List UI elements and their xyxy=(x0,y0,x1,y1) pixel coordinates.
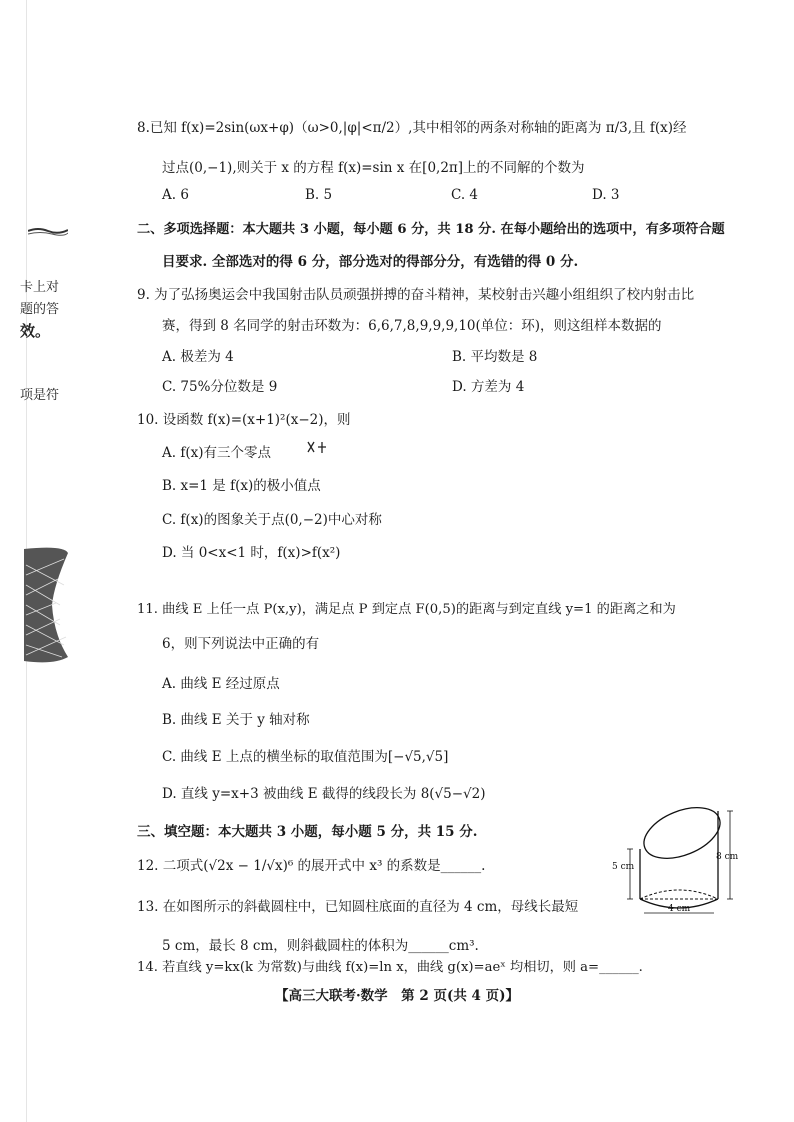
q10-stem: 10. 设函数 f(x)=(x+1)²(x−2)，则 xyxy=(137,412,351,428)
q12-text: 12. 二项式(√2x − 1/√x)⁶ 的展开式中 x³ 的系数是______. xyxy=(137,858,486,874)
q13-line2: 5 cm，最长 8 cm，则斜截圆柱的体积为______cm³. xyxy=(162,938,479,954)
q14-text: 14. 若直线 y=kx(k 为常数)与曲线 f(x)=ln x，曲线 g(x)=aeˣ 均相切，则 a=______. xyxy=(137,960,643,975)
section2-heading-line2: 目要求. 全部选对的得 6 分，部分选对的得部分分，有选错的得 0 分. xyxy=(162,254,579,270)
margin-fragment: 题的答 xyxy=(20,302,60,317)
margin-fragment: 效。 xyxy=(20,322,51,340)
q9-option-b: B. 平均数是 8 xyxy=(452,349,538,365)
page-footer: 【高三大联考·数学 第 2 页(共 4 页)】 xyxy=(274,988,520,1004)
q8-option-c: C. 4 xyxy=(451,187,479,203)
figure-label-right: 8 cm xyxy=(716,852,739,862)
q10-option-b: B. x=1 是 f(x)的极小值点 xyxy=(162,478,321,494)
q11-line2: 6，则下列说法中正确的有 xyxy=(162,636,320,652)
q9-line2: 赛，得到 8 名同学的射击环数为：6,6,7,8,9,9,9,10(单位：环)，则这组样本数据的 xyxy=(162,318,662,334)
q10-option-c: C. f(x)的图象关于点(0,−2)中心对称 xyxy=(162,512,382,528)
margin-fragment: 卡上对 xyxy=(20,280,60,295)
section3-heading: 三、填空题：本大题共 3 小题，每小题 5 分，共 15 分. xyxy=(137,824,478,840)
q9-line1: 9. 为了弘扬奥运会中我国射击队员顽强拼搏的奋斗精神，某校射击兴趣小组组织了校内射击比 xyxy=(137,287,695,303)
q11-option-b: B. 曲线 E 关于 y 轴对称 xyxy=(162,712,310,728)
q8-line2: 过点(0,−1),则关于 x 的方程 f(x)=sin x 在[0,2π]上的不同解的个数为 xyxy=(162,160,585,176)
q8-option-a: A. 6 xyxy=(162,187,189,203)
q9-option-d: D. 方差为 4 xyxy=(452,379,525,395)
q8-line1: 8.已知 f(x)=2sin(ωx+φ)（ω>0,|φ|<π/2）,其中相邻的两条对称轴的距离为 π/3,且 f(x)经 xyxy=(137,120,687,136)
oblique-cylinder-figure xyxy=(612,795,752,925)
margin-fragment: 项是符 xyxy=(20,388,60,403)
q9-option-a: A. 极差为 4 xyxy=(162,349,234,365)
section2-heading-line1: 二、多项选择题：本大题共 3 小题，每小题 6 分，共 18 分. 在每小题给出的选项中，有多项符合题 xyxy=(137,222,725,237)
figure-label-bottom: 4 cm xyxy=(668,904,691,914)
q10-option-a: A. f(x)有三个零点 xyxy=(162,445,271,461)
q11-line1: 11. 曲线 E 上任一点 P(x,y)，满足点 P 到定点 F(0,5)的距离与到定直线 y=1 的距离之和为 xyxy=(137,602,676,617)
figure-label-left: 5 cm xyxy=(612,862,635,872)
q11-option-a: A. 曲线 E 经过原点 xyxy=(162,676,280,692)
q11-option-d: D. 直线 y=x+3 被曲线 E 截得的线段长为 8(√5−√2) xyxy=(162,786,486,802)
vase-image-fragment xyxy=(24,545,70,665)
q8-option-d: D. 3 xyxy=(592,187,620,203)
q13-line1: 13. 在如图所示的斜截圆柱中，已知圆柱底面的直径为 4 cm，母线长最短 xyxy=(137,899,579,915)
margin-scribble xyxy=(28,222,68,232)
q8-option-b: B. 5 xyxy=(305,187,333,203)
q9-option-c: C. 75%分位数是 9 xyxy=(162,379,278,395)
handwritten-mark xyxy=(306,438,328,460)
q10-option-d: D. 当 0<x<1 时，f(x)>f(x²) xyxy=(162,545,341,561)
q11-option-c: C. 曲线 E 上点的横坐标的取值范围为[−√5,√5] xyxy=(162,749,449,765)
